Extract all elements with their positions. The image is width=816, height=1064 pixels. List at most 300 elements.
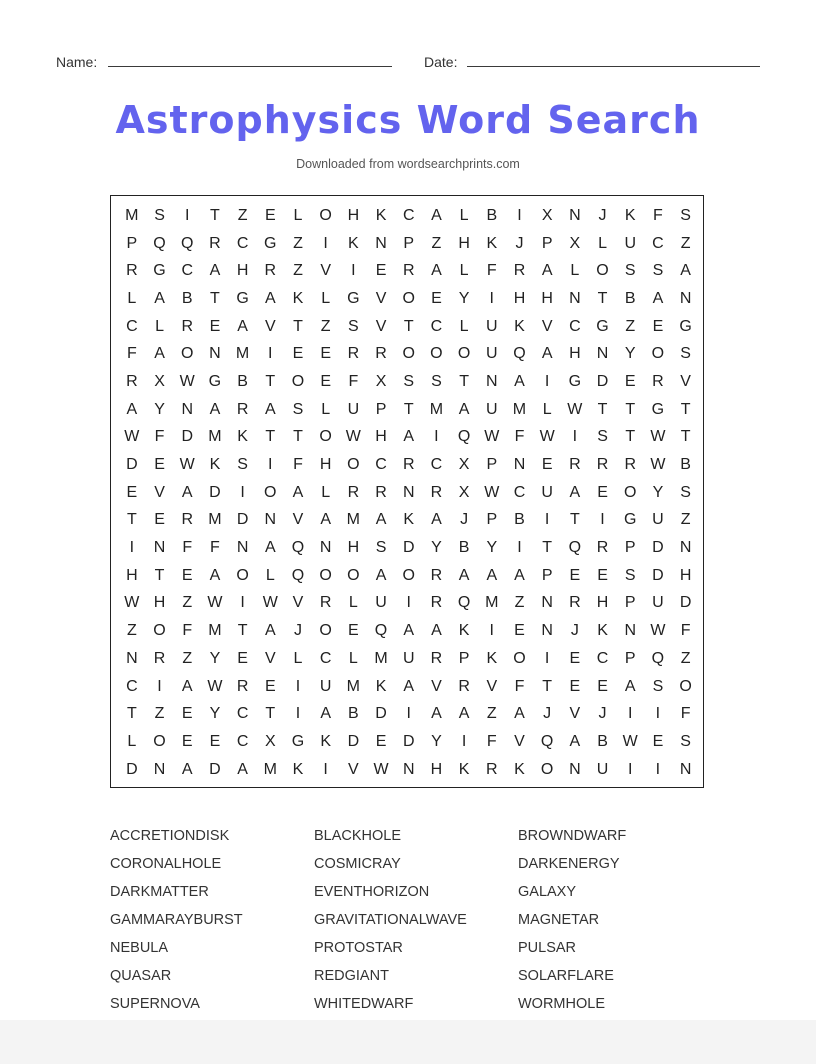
grid-cell: V — [264, 317, 276, 335]
grid-cell: A — [181, 483, 193, 501]
grid-cell: U — [486, 400, 498, 418]
grid-cell: S — [403, 372, 415, 390]
grid-cell: I — [517, 539, 522, 557]
grid-cell: V — [569, 705, 581, 723]
grid-cell: C — [181, 262, 193, 280]
grid-cell: I — [268, 456, 273, 474]
grid-cell: K — [209, 456, 221, 474]
grid-cell: S — [597, 428, 608, 446]
grid-cell: D — [126, 760, 138, 778]
grid-cell: E — [209, 732, 221, 750]
grid-cell: E — [597, 677, 608, 695]
grid-cell: T — [403, 400, 414, 418]
grid-cell: E — [348, 622, 359, 640]
grid-cell: D — [596, 372, 609, 390]
grid-cell: V — [486, 677, 498, 695]
grid-cell: E — [541, 456, 553, 474]
grid-cell: S — [375, 539, 387, 557]
grid-cell: J — [598, 206, 607, 224]
grid-cell: J — [460, 511, 469, 529]
grid-cell: R — [486, 760, 498, 778]
grid-cell: T — [265, 428, 276, 446]
grid-cell: T — [265, 705, 276, 723]
grid-cell: N — [181, 400, 193, 418]
grid-cell: L — [321, 483, 331, 501]
grid-cell: R — [430, 649, 443, 667]
grid-cell: M — [512, 400, 527, 418]
grid-cell: V — [541, 317, 553, 335]
grid-cell: R — [375, 483, 387, 501]
grid-cell: N — [264, 511, 277, 529]
grid-cell: Z — [293, 262, 303, 280]
word-list-item: ACCRETIONDISK — [110, 828, 230, 844]
grid-cell: Z — [514, 594, 525, 612]
grid-cell: E — [154, 456, 165, 474]
grid-cell: B — [597, 732, 608, 750]
grid-cell: R — [402, 456, 415, 474]
grid-cell: V — [154, 483, 165, 501]
grid-cell: O — [264, 483, 277, 501]
word-list-item: EVENTHORIZON — [314, 884, 430, 900]
word-list-item: NEBULA — [110, 940, 169, 956]
grid-cell: L — [570, 262, 580, 280]
grid-cell: T — [597, 289, 608, 307]
grid-cell: E — [652, 317, 664, 335]
grid-cell: A — [514, 372, 525, 390]
grid-cell: Q — [540, 732, 554, 750]
grid-cell: A — [264, 400, 276, 418]
grid-cell: I — [351, 262, 356, 280]
grid-cell: I — [406, 594, 411, 612]
grid-cell: U — [402, 649, 415, 667]
grid-cell: O — [153, 622, 166, 640]
grid-cell: W — [650, 622, 666, 640]
grid-cell: L — [321, 289, 331, 307]
grid-cell: I — [323, 760, 328, 778]
grid-cell: O — [540, 760, 554, 778]
grid-cell: A — [652, 289, 664, 307]
grid-cell: T — [126, 705, 137, 723]
word-list-item: SOLARFLARE — [518, 968, 614, 984]
grid-cell: L — [293, 649, 303, 667]
grid-cell: S — [431, 372, 442, 390]
grid-cell: G — [679, 317, 692, 335]
grid-cell: A — [569, 483, 581, 501]
grid-cell: R — [181, 511, 193, 529]
grid-cell: O — [651, 345, 665, 363]
grid-cell: F — [348, 372, 359, 390]
grid-cell: Z — [431, 234, 442, 252]
grid-cell: S — [680, 732, 691, 750]
word-list-item: PROTOSTAR — [314, 940, 403, 956]
grid-cell: T — [680, 428, 691, 446]
puzzle-grid-box — [110, 195, 704, 788]
grid-cell: X — [375, 372, 387, 390]
grid-cell: A — [209, 262, 221, 280]
grid-cell: H — [513, 289, 526, 307]
grid-cell: Q — [180, 234, 194, 252]
grid-cell: R — [430, 594, 443, 612]
grid-cell: G — [153, 262, 166, 280]
grid-cell: O — [402, 345, 415, 363]
grid-cell: O — [623, 483, 637, 501]
grid-cell: A — [375, 511, 387, 529]
grid-cell: F — [680, 705, 691, 723]
grid-cell: X — [154, 372, 165, 390]
grid-cell: W — [539, 428, 555, 446]
grid-cell: F — [154, 428, 165, 446]
grid-cell: E — [181, 732, 193, 750]
grid-cell: S — [680, 345, 691, 363]
grid-cell: O — [457, 345, 471, 363]
grid-cell: K — [375, 206, 387, 224]
grid-cell: Q — [651, 649, 665, 667]
grid-cell: E — [431, 289, 442, 307]
grid-cell: I — [489, 289, 494, 307]
grid-cell: X — [541, 206, 553, 224]
grid-cell: I — [544, 649, 550, 667]
grid-cell: R — [458, 677, 470, 695]
grid-cell: K — [624, 206, 636, 224]
word-list-item: GAMMARAYBURST — [110, 912, 243, 928]
grid-cell: O — [319, 622, 332, 640]
grid-cell: A — [431, 206, 442, 224]
grid-cell: I — [544, 372, 550, 390]
grid-cell: K — [597, 622, 608, 640]
grid-cell: N — [569, 289, 581, 307]
grid-cell: M — [263, 760, 277, 778]
grid-cell: Z — [126, 622, 137, 640]
grid-cell: A — [154, 345, 165, 363]
grid-cell: K — [514, 760, 525, 778]
grid-cell: O — [347, 456, 360, 474]
grid-cell: I — [268, 345, 273, 363]
grid-cell: G — [291, 732, 305, 750]
grid-cell: L — [127, 732, 137, 750]
grid-cell: W — [345, 428, 361, 446]
grid-cell: D — [402, 539, 415, 557]
grid-cell: S — [292, 400, 304, 418]
grid-cell: W — [207, 677, 223, 695]
grid-cell: A — [514, 566, 525, 584]
grid-cell: V — [348, 760, 359, 778]
grid-cell: R — [596, 539, 609, 557]
grid-cell: O — [347, 566, 360, 584]
grid-cell: F — [514, 428, 525, 446]
grid-cell: A — [237, 317, 248, 335]
grid-cell: V — [431, 677, 442, 695]
grid-cell: F — [486, 262, 497, 280]
grid-cell: S — [652, 262, 664, 280]
grid-cell: F — [182, 622, 193, 640]
grid-cell: N — [624, 622, 636, 640]
grid-cell: K — [486, 234, 498, 252]
grid-cell: A — [431, 705, 442, 723]
word-list-item: BLACKHOLE — [314, 828, 402, 844]
grid-cell: L — [348, 649, 358, 667]
grid-cell: V — [320, 262, 331, 280]
grid-cell: U — [541, 483, 553, 501]
grid-cell: A — [569, 732, 581, 750]
grid-cell: I — [295, 705, 301, 723]
grid-cell: I — [434, 428, 439, 446]
grid-cell: Z — [237, 206, 248, 224]
grid-cell: H — [541, 289, 553, 307]
grid-cell: B — [348, 705, 359, 723]
word-list-item: DARKENERGY — [518, 856, 620, 872]
grid-cell: N — [679, 289, 692, 307]
grid-cell: Z — [486, 705, 497, 723]
grid-cell: A — [320, 511, 331, 529]
grid-cell: T — [126, 511, 137, 529]
grid-cell: W — [484, 428, 500, 446]
grid-cell: G — [208, 372, 222, 390]
grid-cell: F — [514, 677, 525, 695]
date-line — [467, 66, 760, 67]
grid-cell: S — [652, 677, 664, 695]
grid-cell: A — [181, 760, 193, 778]
grid-cell: R — [264, 262, 277, 280]
grid-cell: A — [541, 262, 553, 280]
word-list-item: WHITEDWARF — [314, 996, 414, 1012]
word-list-item: GALAXY — [518, 884, 577, 900]
grid-cell: C — [596, 649, 609, 667]
grid-cell: V — [264, 649, 276, 667]
grid-cell: G — [236, 289, 249, 307]
grid-cell: A — [181, 677, 193, 695]
grid-cell: O — [596, 262, 609, 280]
grid-cell: Q — [374, 622, 388, 640]
grid-cell: W — [179, 456, 195, 474]
grid-cell: M — [374, 649, 388, 667]
grid-cell: C — [430, 317, 443, 335]
word-list-item: CORONALHOLE — [110, 856, 222, 872]
grid-cell: N — [153, 539, 166, 557]
grid-cell: D — [236, 511, 249, 529]
grid-cell: K — [292, 289, 304, 307]
grid-cell: K — [514, 317, 525, 335]
grid-cell: R — [236, 677, 249, 695]
grid-cell: D — [209, 760, 221, 778]
grid-cell: Q — [568, 539, 582, 557]
grid-cell: X — [458, 456, 470, 474]
grid-cell: A — [458, 705, 470, 723]
grid-cell: H — [153, 594, 166, 612]
grid-cell: T — [265, 372, 276, 390]
grid-cell: L — [459, 206, 469, 224]
grid-cell: I — [323, 234, 328, 252]
grid-cell: R — [596, 456, 609, 474]
grid-cell: I — [295, 677, 301, 695]
grid-cell: W — [567, 400, 583, 418]
grid-cell: Q — [457, 428, 471, 446]
grid-cell: J — [515, 234, 524, 252]
grid-cell: A — [154, 289, 165, 307]
grid-cell: F — [293, 456, 303, 474]
grid-cell: U — [319, 677, 332, 695]
grid-cell: A — [264, 622, 276, 640]
grid-cell: I — [489, 622, 494, 640]
grid-cell: Q — [291, 539, 305, 557]
grid-cell: Z — [182, 594, 193, 612]
grid-cell: L — [293, 206, 303, 224]
grid-cell: H — [347, 539, 360, 557]
grid-cell: A — [209, 566, 221, 584]
grid-cell: D — [652, 566, 664, 584]
grid-cell: E — [375, 262, 387, 280]
name-label: Name: — [56, 54, 98, 70]
grid-cell: T — [569, 511, 580, 529]
grid-cell: H — [347, 206, 360, 224]
grid-cell: N — [569, 760, 581, 778]
grid-cell: T — [625, 400, 636, 418]
date-label: Date: — [424, 54, 458, 70]
grid-cell: O — [236, 566, 249, 584]
grid-cell: E — [237, 649, 248, 667]
grid-cell: C — [126, 677, 138, 695]
grid-cell: A — [209, 400, 221, 418]
grid-cell: X — [458, 483, 470, 501]
grid-cell: H — [569, 345, 581, 363]
grid-cell: A — [486, 566, 498, 584]
grid-cell: H — [596, 594, 609, 612]
grid-cell: U — [624, 234, 636, 252]
grid-cell: J — [570, 622, 579, 640]
grid-cell: L — [598, 234, 607, 252]
grid-cell: M — [208, 622, 222, 640]
grid-cell: F — [126, 345, 137, 363]
grid-cell: E — [375, 732, 387, 750]
grid-cell: C — [430, 456, 443, 474]
grid-cell: R — [236, 400, 249, 418]
grid-cell: S — [624, 262, 636, 280]
grid-cell: N — [541, 594, 553, 612]
grid-cell: T — [542, 539, 553, 557]
word-list-item: DARKMATTER — [110, 884, 209, 900]
grid-cell: T — [293, 317, 303, 335]
grid-cell: I — [517, 206, 522, 224]
grid-cell: I — [627, 760, 633, 778]
grid-cell: W — [373, 760, 389, 778]
grid-cell: M — [125, 206, 139, 224]
grid-cell: N — [402, 760, 415, 778]
grid-cell: L — [127, 289, 137, 307]
grid-cell: E — [181, 705, 193, 723]
grid-cell: U — [596, 760, 609, 778]
grid-cell: T — [403, 317, 414, 335]
grid-cell: N — [541, 622, 553, 640]
grid-cell: E — [569, 566, 581, 584]
grid-cell: A — [403, 677, 415, 695]
grid-cell: E — [320, 345, 331, 363]
grid-cell: I — [129, 539, 135, 557]
grid-cell: A — [126, 400, 138, 418]
grid-cell: I — [655, 705, 661, 723]
grid-cell: E — [514, 622, 525, 640]
grid-cell: I — [461, 732, 467, 750]
grid-cell: L — [348, 594, 358, 612]
grid-cell: M — [346, 677, 360, 695]
grid-cell: K — [348, 234, 359, 252]
grid-cell: I — [627, 705, 633, 723]
grid-cell: D — [209, 483, 221, 501]
grid-cell: F — [210, 539, 220, 557]
grid-cell: D — [402, 732, 415, 750]
grid-cell: D — [652, 539, 664, 557]
grid-cell: R — [624, 456, 636, 474]
grid-cell: T — [210, 206, 220, 224]
grid-cell: V — [292, 594, 304, 612]
grid-cell: N — [569, 206, 581, 224]
grid-cell: X — [569, 234, 581, 252]
grid-cell: E — [624, 372, 636, 390]
grid-cell: N — [596, 345, 609, 363]
grid-cell: N — [679, 760, 692, 778]
grid-cell: O — [679, 677, 692, 695]
grid-cell: U — [347, 400, 360, 418]
grid-cell: A — [680, 262, 691, 280]
grid-cell: Y — [624, 345, 636, 363]
grid-cell: X — [264, 732, 276, 750]
grid-cell: C — [236, 732, 249, 750]
grid-cell: H — [375, 428, 387, 446]
grid-cell: P — [624, 539, 636, 557]
grid-cell: E — [569, 649, 581, 667]
grid-cell: N — [153, 760, 166, 778]
grid-cell: A — [431, 622, 442, 640]
grid-cell: T — [680, 400, 691, 418]
grid-cell: Z — [320, 317, 331, 335]
grid-cell: N — [402, 483, 415, 501]
grid-cell: R — [652, 372, 664, 390]
grid-cell: K — [486, 649, 498, 667]
grid-cell: I — [544, 511, 550, 529]
grid-cell: T — [625, 428, 636, 446]
grid-cell: E — [181, 566, 193, 584]
grid-cell: C — [513, 483, 526, 501]
grid-cell: C — [569, 317, 581, 335]
grid-cell: P — [486, 456, 498, 474]
grid-cell: W — [124, 428, 140, 446]
grid-cell: W — [262, 594, 278, 612]
grid-cell: C — [236, 705, 249, 723]
word-list-item: MAGNETAR — [518, 912, 600, 928]
grid-cell: Z — [182, 649, 193, 667]
word-list-item: SUPERNOVA — [110, 996, 200, 1012]
grid-cell: A — [320, 705, 331, 723]
grid-cell: G — [623, 511, 637, 529]
grid-cell: A — [458, 400, 470, 418]
grid-cell: R — [347, 345, 360, 363]
word-list — [110, 824, 730, 1020]
grid-cell: J — [543, 705, 552, 723]
grid-cell: Z — [680, 649, 691, 667]
grid-cell: M — [346, 511, 360, 529]
grid-cell: E — [126, 483, 138, 501]
grid-cell: D — [679, 594, 692, 612]
grid-cell: Z — [293, 234, 303, 252]
grid-cell: E — [597, 483, 608, 501]
grid-cell: R — [569, 594, 581, 612]
grid-cell: R — [513, 262, 526, 280]
grid-cell: H — [126, 566, 138, 584]
grid-cell: O — [153, 732, 166, 750]
grid-cell: S — [680, 206, 691, 224]
grid-cell: O — [430, 345, 443, 363]
word-list-item: WORMHOLE — [518, 996, 605, 1012]
grid-cell: O — [319, 566, 332, 584]
grid-cell: E — [209, 317, 221, 335]
